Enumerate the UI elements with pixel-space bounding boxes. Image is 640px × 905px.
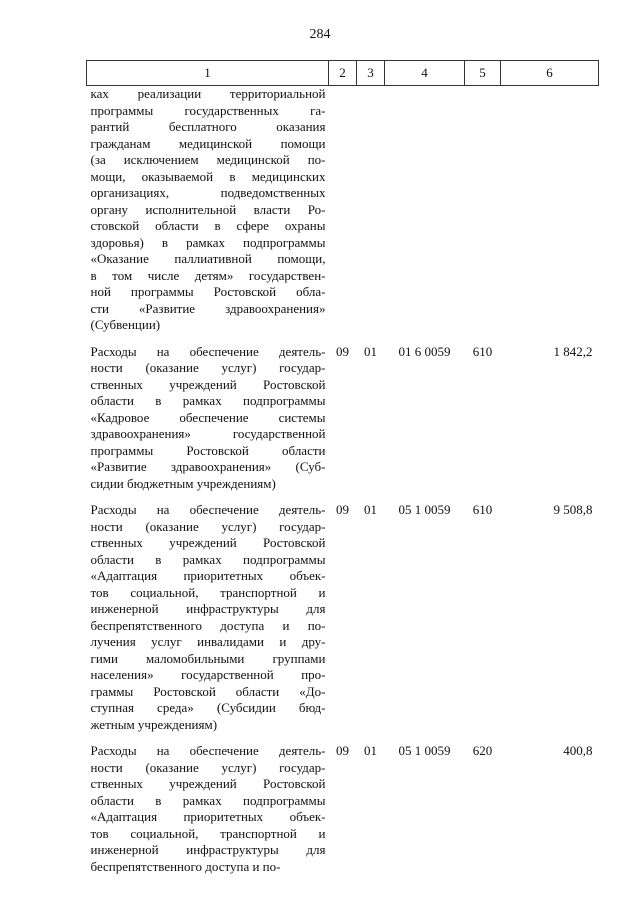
budget-table [86, 60, 599, 875]
description-line: «Развитие здравоохранения» (Суб- [90, 459, 326, 474]
description-line: (Субвенции) [90, 317, 161, 332]
description-line: области в рамках подпрограммы [90, 792, 326, 808]
row-description [87, 743, 329, 875]
section-code: 09 [336, 743, 349, 758]
description-line: «Адаптация приоритетных объек- [90, 568, 326, 583]
table-row-continuation [87, 86, 599, 334]
description-line: ственных учреждений Ростовской [90, 535, 326, 550]
description-line: Расходы на обеспечение деятель- [90, 743, 326, 758]
description-line: ственных учреждений Ростовской [90, 376, 326, 392]
amount-value: 1 842,2 [553, 343, 593, 359]
description-line: гими маломобильными группами [90, 650, 326, 666]
description-line: «Адаптация приоритетных объек- [90, 809, 326, 824]
table-header-row [87, 61, 599, 86]
amount-value: 9 508,8 [553, 502, 593, 517]
header-col-5: 5 [465, 61, 501, 86]
header-col-3: 3 [357, 61, 385, 86]
target-article-code: 05 1 0059 [398, 743, 451, 758]
expense-type-code: 620 [472, 743, 493, 758]
description-line: беспрепятственного доступа и по- [90, 858, 281, 874]
description-line: граммы Ростовской области «До- [90, 683, 326, 699]
description-line: органу исполнительной власти Ро- [90, 201, 326, 217]
subsection-code: 01 [364, 343, 377, 359]
target-article-code: 05 1 0059 [398, 502, 451, 517]
description-line: сидии бюджетным учреждениям) [90, 475, 276, 491]
description-line: Расходы на обеспечение деятель- [90, 502, 326, 517]
description-line: ственных учреждений Ростовской [90, 776, 326, 791]
amount-value: 400,8 [563, 743, 593, 758]
header-col-6: 6 [501, 61, 599, 86]
description-line: здоровья) в рамках подпрограммы [90, 234, 326, 250]
header-col-1: 1 [87, 61, 329, 86]
description-line: «Оказание паллиативной помощи, [90, 251, 326, 266]
row-description [87, 344, 329, 493]
header-col-2: 2 [329, 61, 357, 86]
description-line: населения» государственной про- [90, 667, 326, 682]
description-line: инженерной инфраструктуры для [90, 601, 326, 616]
description-line: области в рамках подпрограммы [90, 393, 326, 408]
description-line: Расходы на обеспечение деятель- [90, 343, 326, 359]
description-line: организациях, подведомственных [90, 185, 326, 200]
description-line: тов социальной, транспортной и [90, 584, 326, 600]
description-line: беспрепятственного доступа и по- [90, 617, 326, 633]
section-code: 09 [336, 343, 349, 359]
description-line: ности (оказание услуг) государ- [90, 759, 326, 775]
description-line: гражданам медицинской помощи [90, 135, 326, 151]
row-description [87, 86, 329, 334]
description-line: ной программы Ростовской обла- [90, 284, 326, 299]
row-description [87, 502, 329, 733]
description-line: ности (оказание услуг) государ- [90, 360, 326, 375]
description-line: ступная среда» (Субсидии бюд- [90, 700, 326, 715]
description-line: мощи, оказываемой в медицинских [90, 168, 326, 184]
expense-type-code: 610 [472, 343, 493, 359]
section-code: 09 [336, 502, 349, 517]
description-line: ках реализации территориальной [90, 86, 326, 101]
description-line: жетным учреждениям) [90, 716, 218, 732]
expense-type-code: 610 [472, 502, 493, 517]
table-row [87, 743, 599, 875]
description-line: в том числе детям» государствен- [90, 267, 326, 283]
table-row [87, 344, 599, 493]
page-number: 284 [309, 27, 331, 42]
description-line: программы государственных га- [90, 102, 326, 118]
description-line: стовской области в сфере охраны [90, 218, 326, 233]
description-line: лучения услуг инвалидами и дру- [90, 634, 326, 649]
description-line: ности (оказание услуг) государ- [90, 518, 326, 534]
description-line: программы Ростовской области [90, 442, 326, 458]
description-line: рантий бесплатного оказания [90, 119, 326, 134]
description-line: инженерной инфраструктуры для [90, 842, 326, 857]
description-line: «Кадровое обеспечение системы [90, 409, 326, 425]
description-line: тов социальной, транспортной и [90, 825, 326, 841]
description-line: (за исключением медицинской по- [90, 152, 326, 167]
description-line: сти «Развитие здравоохранения» [90, 300, 326, 316]
subsection-code: 01 [364, 502, 377, 517]
table-row [87, 502, 599, 733]
description-line: здравоохранения» государственной [90, 426, 326, 441]
header-col-4: 4 [385, 61, 465, 86]
target-article-code: 01 6 0059 [398, 343, 451, 359]
description-line: области в рамках подпрограммы [90, 551, 326, 567]
subsection-code: 01 [364, 743, 377, 758]
